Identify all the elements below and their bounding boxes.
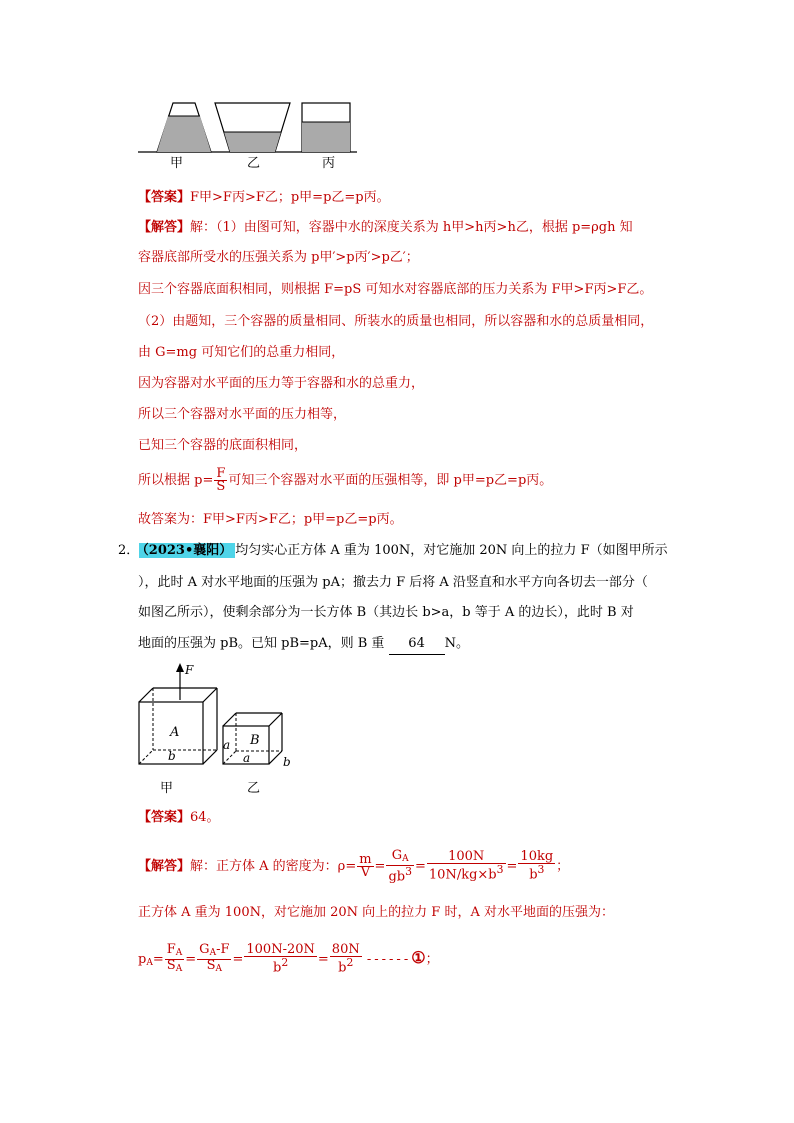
- label-bing: 丙: [322, 156, 336, 171]
- analysis-1-line7: 所以三个容器对水平面的压力相等，: [138, 407, 347, 422]
- label-yi: 乙: [247, 156, 261, 171]
- label-b-box: b: [283, 755, 291, 769]
- question-2-line4: 地面的压强为 pB。已知 pB=pA，则 B 重 64 N。: [138, 634, 469, 655]
- label-F: F: [185, 663, 194, 677]
- label-A: A: [170, 725, 180, 740]
- density-equation: ρ= $\frac{m}{V}$ = $\frac{G_A}{gb^3}$ = $\frac{100N}{10N/kg\times b^3}$ = $\frac{10kg}{b^3}$ ；: [337, 847, 570, 885]
- cube-figure: [130, 660, 310, 772]
- circle-one-marker: ①: [411, 948, 426, 967]
- analysis-2-line2: 正方体 A 重为 100N，对它施加 20N 向上的拉力 F 时，A 对水平地面的压强为：: [138, 905, 614, 920]
- label-B: B: [250, 733, 260, 748]
- answer-blank: 64: [389, 634, 445, 655]
- question-2-line3: 如图乙所示），使剩余部分为一长方体 B（其边长 b>a，b 等于 A 的边长），此时 B 对: [138, 605, 634, 620]
- analysis-1-line9: 所以根据 p= $\frac{F}{S}$ 可知三个容器对水平面的压强相等，即 p甲=p乙=p丙。: [138, 466, 553, 494]
- analysis-1-line1: 【解答】解：（1）由图可知，容器中水的深度关系为 h甲>h丙>h乙，根据 p=ρgh 知: [138, 220, 633, 235]
- label-jia-2: 甲: [160, 781, 174, 796]
- analysis-1-line2: 容器底部所受水的压强关系为 p甲′>p丙′>p乙′；: [138, 250, 419, 265]
- label-b-cube: b: [168, 749, 176, 763]
- analysis-1-line4: （2）由题知，三个容器的质量相同、所装水的质量也相同，所以容器和水的总质量相同，: [138, 314, 654, 329]
- question-2-line1: 2． （2023•襄阳） 均匀实心正方体 A 重为 100N，对它施加 20N 向上的拉力 F（如图甲所示: [118, 543, 668, 558]
- analysis-1-line6: 因为容器对水平面的压力等于容器和水的总重力，: [138, 376, 425, 391]
- answer-2: 【答案】64。: [138, 810, 220, 825]
- label-a-side: a: [223, 738, 231, 752]
- fraction-f-over-s: $\frac{F}{S}$: [216, 466, 226, 494]
- question-2-line2: ），此时 A 对水平地面的压强为 pA；撤去力 F 后将 A 沿竖直和水平方向各切去一部分（: [138, 575, 648, 590]
- label-yi-2: 乙: [247, 781, 261, 796]
- pressure-equation: $p_A=$ $\frac{F_A}{S_A}$ = $\frac{G_A-F}{S_A}$ = $\frac{100N-20N}{b^2}$ = $\frac{80N}{b^2}$ ------①；: [138, 942, 439, 976]
- analysis-2-line1: 【解答】解：正方体 A 的密度为：ρ= $\frac{m}{V}$ = $\frac{G_A}{gb^3}$ = $\frac{100N}{10N/kg\times b^3}$ = $\frac{10kg}{b^3}$ ；: [138, 847, 570, 885]
- analysis-1-line3: 因三个容器底面积相同，则根据 F=pS 可知水对容器底部的压力关系为 F甲>F丙>F乙。: [138, 282, 653, 297]
- label-a-bottom: a: [243, 751, 251, 765]
- analysis-1-conclusion: 故答案为：F甲>F丙>F乙；p甲=p乙=p丙。: [138, 512, 403, 527]
- answer-1: 【答案】F甲>F丙>F乙；p甲=p乙=p丙。: [138, 190, 390, 205]
- source-badge: （2023•襄阳）: [139, 543, 235, 558]
- label-jia: 甲: [170, 156, 184, 171]
- analysis-1-line5: 由 G=mg 可知它们的总重力相同，: [138, 345, 345, 360]
- analysis-1-line8: 已知三个容器的底面积相同，: [138, 438, 308, 453]
